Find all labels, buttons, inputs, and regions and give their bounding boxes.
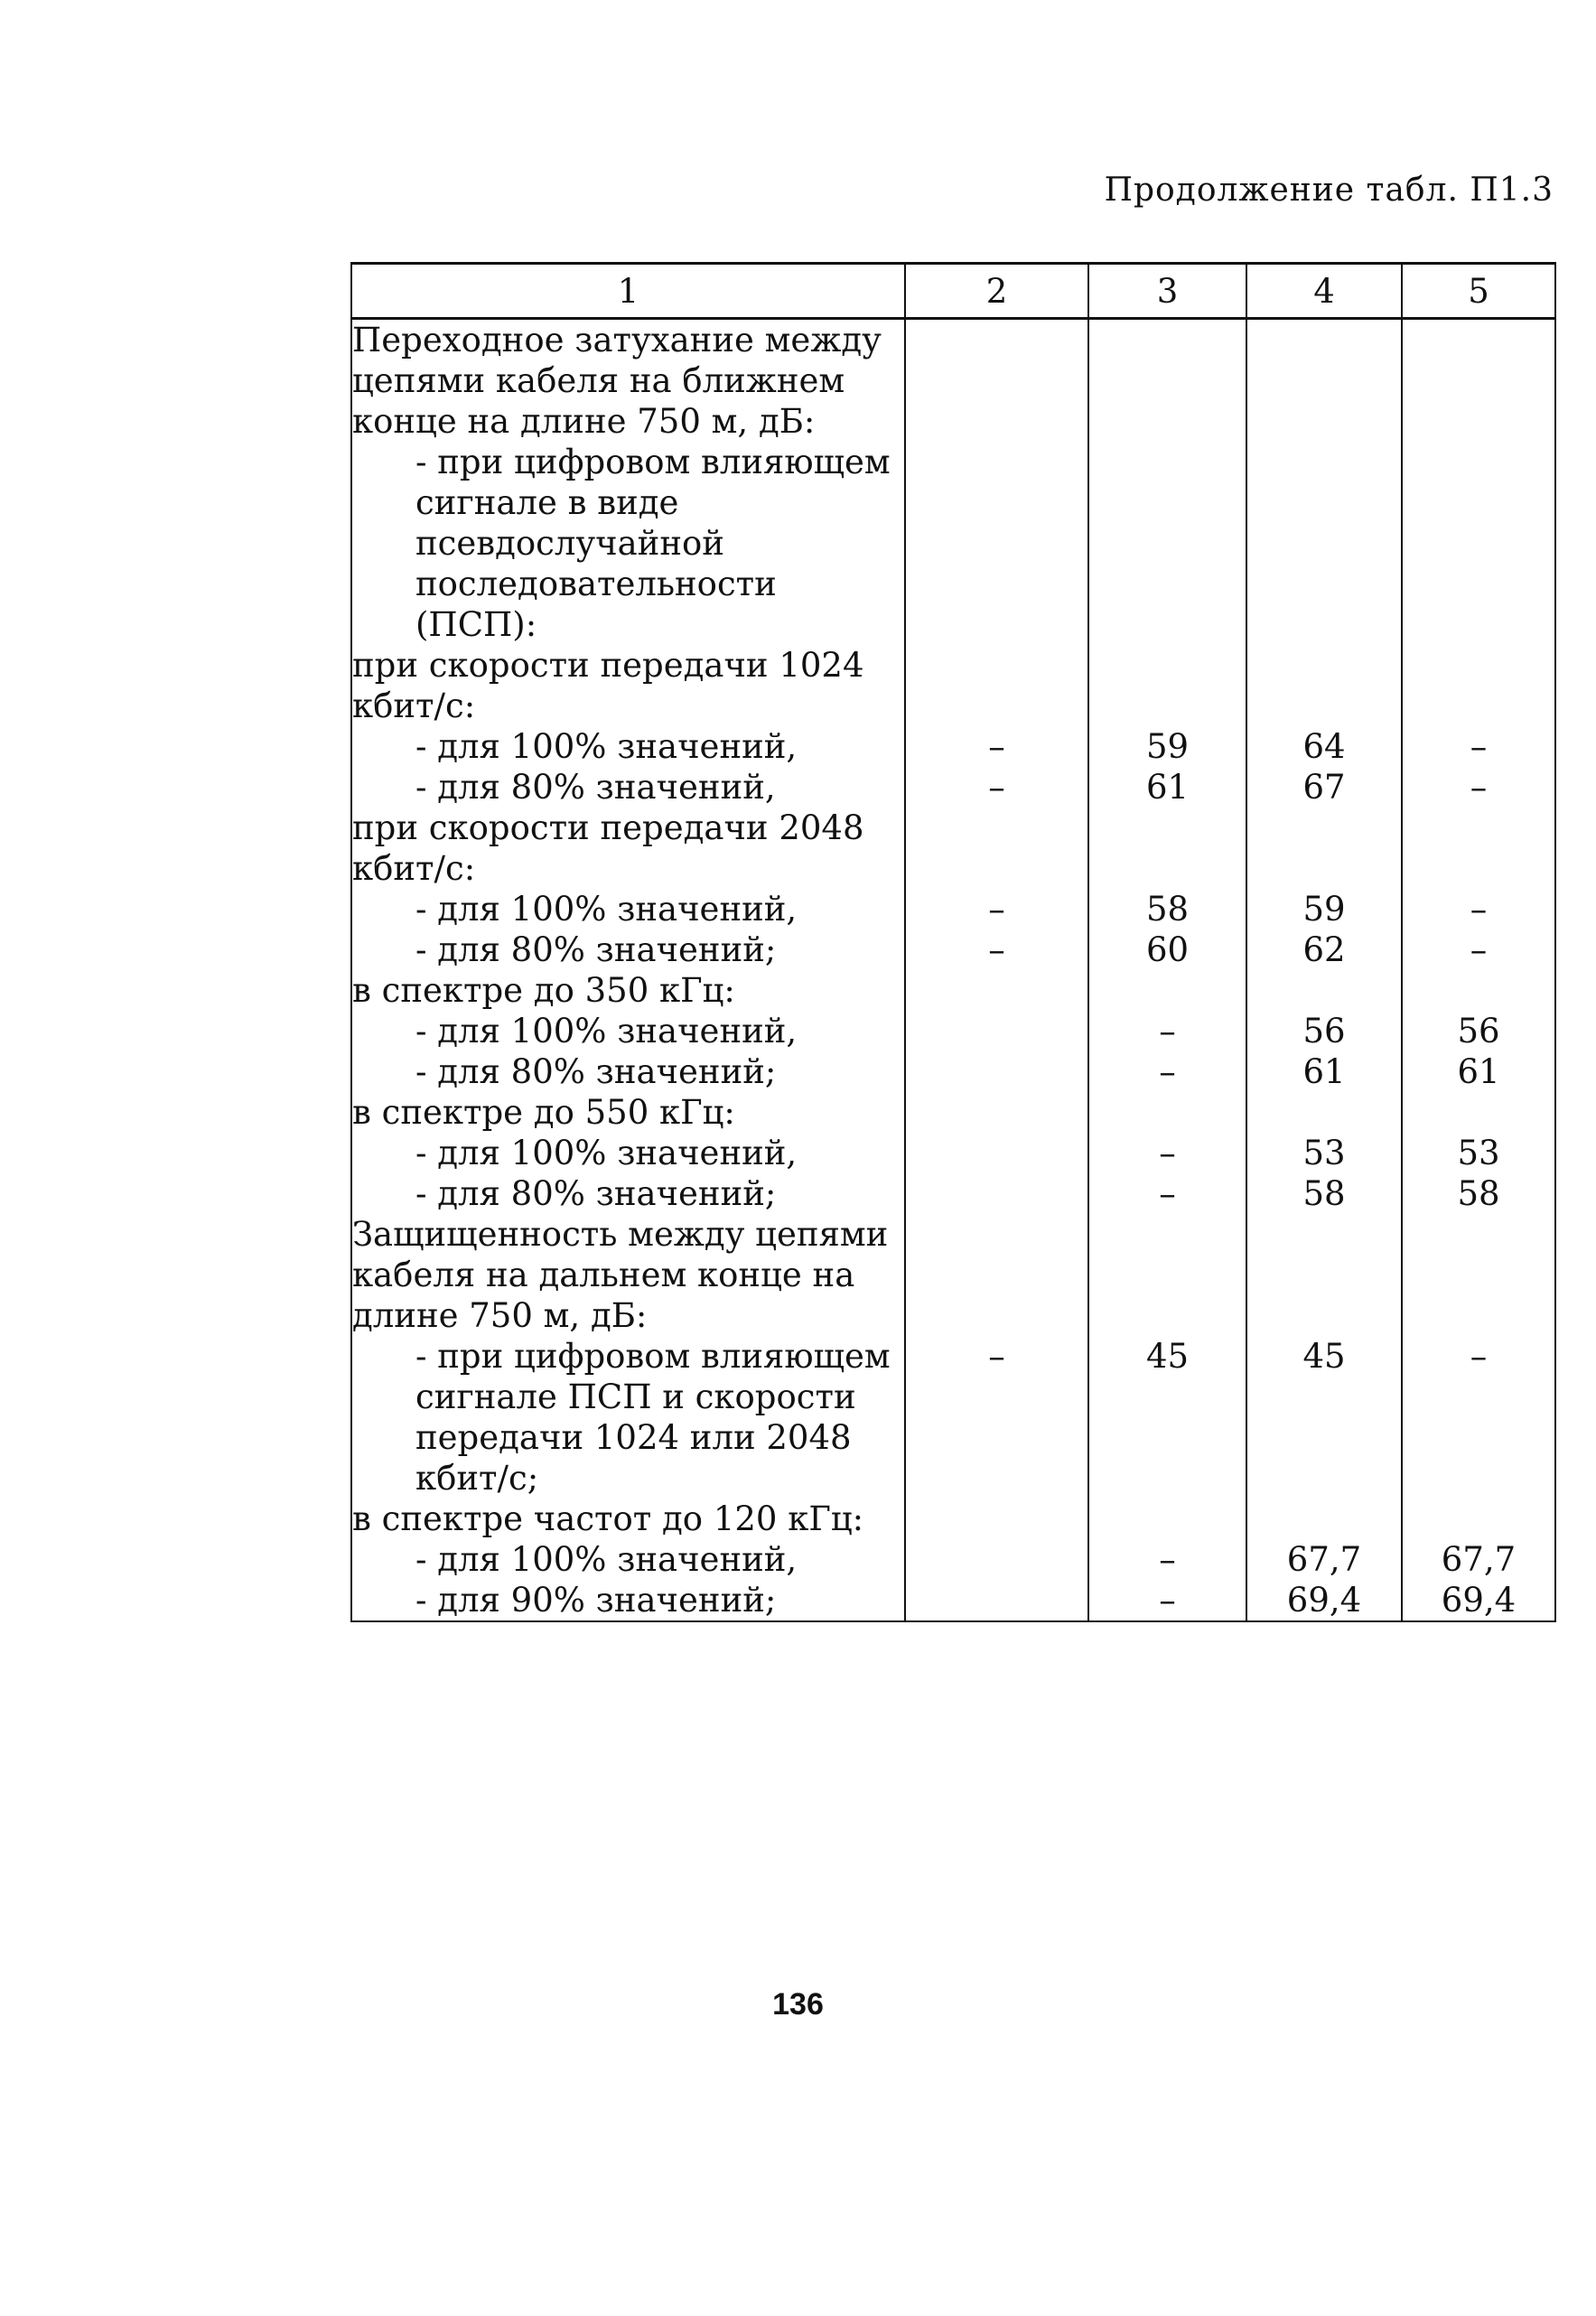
row-label: при скорости передачи 2048 кбит/с:: [351, 808, 905, 889]
cell-c4: 67: [1246, 767, 1402, 808]
cell-c4: 69,4: [1246, 1580, 1402, 1621]
row-label: - для 100% значений,: [351, 726, 905, 767]
cell-c4: [1246, 970, 1402, 1011]
cell-c2: [905, 1133, 1088, 1173]
table-row: [351, 1133, 1555, 1173]
table-row: [351, 1580, 1555, 1621]
cell-c3: 58: [1088, 889, 1246, 929]
cell-c4: 59: [1246, 889, 1402, 929]
cell-c2: [905, 1580, 1088, 1621]
cell-c4: 67,7: [1246, 1539, 1402, 1580]
cell-c4: 45: [1246, 1336, 1402, 1499]
cell-c3: –: [1088, 1580, 1246, 1621]
header-col-5: 5: [1402, 264, 1555, 319]
cell-c5: 53: [1402, 1133, 1555, 1173]
page-number: 136: [772, 1987, 824, 2022]
table-row: [351, 767, 1555, 808]
cell-c2: [905, 1051, 1088, 1092]
row-label: - при цифровом влияющем сигнале в виде псевдослучайной последовательности (ПСП):: [351, 442, 905, 645]
header-row: [351, 264, 1555, 319]
cell-c4: 56: [1246, 1011, 1402, 1051]
header-col-4: 4: [1246, 264, 1402, 319]
header-col-2: 2: [905, 264, 1088, 319]
cell-c3: 61: [1088, 767, 1246, 808]
row-label: Защищенность между цепями кабеля на дальнем конце на длине 750 м, дБ:: [351, 1214, 905, 1336]
row-label: - для 80% значений,: [351, 767, 905, 808]
cell-c3: –: [1088, 1011, 1246, 1051]
table-row: [351, 1051, 1555, 1092]
cell-c5: 69,4: [1402, 1580, 1555, 1621]
cell-c2: [905, 319, 1088, 443]
table-body: [351, 319, 1555, 1622]
table-row: [351, 808, 1555, 889]
table-row: [351, 442, 1555, 645]
table-row: [351, 1173, 1555, 1214]
table-row: [351, 645, 1555, 726]
cell-c5: [1402, 808, 1555, 889]
cell-c5: [1402, 645, 1555, 726]
cell-c3: –: [1088, 1173, 1246, 1214]
cell-c2: [905, 808, 1088, 889]
table-row: [351, 1214, 1555, 1336]
cell-c3: 60: [1088, 929, 1246, 970]
row-label: - при цифровом влияющем сигнале ПСП и скорости передачи 1024 или 2048 кбит/с;: [351, 1336, 905, 1499]
cell-c2: [905, 1011, 1088, 1051]
table-row: [351, 1336, 1555, 1499]
cell-c5: –: [1402, 1336, 1555, 1499]
header-col-3: 3: [1088, 264, 1246, 319]
cell-c5: 67,7: [1402, 1539, 1555, 1580]
row-label: - для 100% значений,: [351, 1011, 905, 1051]
cell-c4: [1246, 319, 1402, 443]
cell-c2: –: [905, 767, 1088, 808]
row-label: - для 80% значений;: [351, 929, 905, 970]
table-row: [351, 970, 1555, 1011]
data-table: [350, 262, 1556, 1622]
row-label: в спектре частот до 120 кГц:: [351, 1499, 905, 1539]
cell-c5: –: [1402, 929, 1555, 970]
table-row: [351, 319, 1555, 443]
header-col-1: 1: [351, 264, 905, 319]
cell-c5: [1402, 442, 1555, 645]
table-row: [351, 889, 1555, 929]
cell-c2: [905, 1499, 1088, 1539]
cell-c2: –: [905, 1336, 1088, 1499]
cell-c5: –: [1402, 726, 1555, 767]
cell-c4: [1246, 1092, 1402, 1133]
table-row: [351, 1539, 1555, 1580]
cell-c3: –: [1088, 1133, 1246, 1173]
cell-c3: [1088, 1499, 1246, 1539]
cell-c2: [905, 1092, 1088, 1133]
row-label: Переходное затухание между цепями кабеля на ближнем конце на длине 750 м, дБ:: [351, 319, 905, 443]
cell-c5: [1402, 970, 1555, 1011]
cell-c3: –: [1088, 1539, 1246, 1580]
table-row: [351, 726, 1555, 767]
cell-c3: [1088, 808, 1246, 889]
cell-c2: [905, 1214, 1088, 1336]
cell-c2: [905, 1173, 1088, 1214]
cell-c5: [1402, 319, 1555, 443]
row-label: - для 80% значений;: [351, 1173, 905, 1214]
row-label: в спектре до 550 кГц:: [351, 1092, 905, 1133]
table-row: [351, 1499, 1555, 1539]
cell-c2: –: [905, 929, 1088, 970]
cell-c4: [1246, 442, 1402, 645]
cell-c4: 53: [1246, 1133, 1402, 1173]
cell-c3: [1088, 645, 1246, 726]
cell-c3: [1088, 1092, 1246, 1133]
table-caption: Продолжение табл. П1.3: [1104, 172, 1554, 209]
row-label: - для 100% значений,: [351, 1133, 905, 1173]
cell-c3: [1088, 1214, 1246, 1336]
cell-c3: –: [1088, 1051, 1246, 1092]
cell-c5: –: [1402, 767, 1555, 808]
row-label: при скорости передачи 1024 кбит/с:: [351, 645, 905, 726]
cell-c2: [905, 970, 1088, 1011]
cell-c3: [1088, 970, 1246, 1011]
cell-c4: [1246, 808, 1402, 889]
cell-c5: 58: [1402, 1173, 1555, 1214]
table-row: [351, 1092, 1555, 1133]
row-label: - для 80% значений;: [351, 1051, 905, 1092]
cell-c2: –: [905, 889, 1088, 929]
cell-c3: [1088, 319, 1246, 443]
cell-c5: 61: [1402, 1051, 1555, 1092]
cell-c4: 61: [1246, 1051, 1402, 1092]
cell-c4: 58: [1246, 1173, 1402, 1214]
cell-c2: [905, 1539, 1088, 1580]
cell-c3: 45: [1088, 1336, 1246, 1499]
row-label: - для 100% значений,: [351, 1539, 905, 1580]
cell-c5: 56: [1402, 1011, 1555, 1051]
cell-c4: [1246, 645, 1402, 726]
row-label: в спектре до 350 кГц:: [351, 970, 905, 1011]
row-label: - для 100% значений,: [351, 889, 905, 929]
cell-c2: [905, 442, 1088, 645]
cell-c2: [905, 645, 1088, 726]
cell-c4: [1246, 1499, 1402, 1539]
cell-c4: [1246, 1214, 1402, 1336]
cell-c4: 64: [1246, 726, 1402, 767]
row-label: - для 90% значений;: [351, 1580, 905, 1621]
cell-c5: –: [1402, 889, 1555, 929]
cell-c3: [1088, 442, 1246, 645]
cell-c3: 59: [1088, 726, 1246, 767]
cell-c2: –: [905, 726, 1088, 767]
cell-c5: [1402, 1092, 1555, 1133]
cell-c5: [1402, 1499, 1555, 1539]
cell-c5: [1402, 1214, 1555, 1336]
table-row: [351, 929, 1555, 970]
cell-c4: 62: [1246, 929, 1402, 970]
table-row: [351, 1011, 1555, 1051]
